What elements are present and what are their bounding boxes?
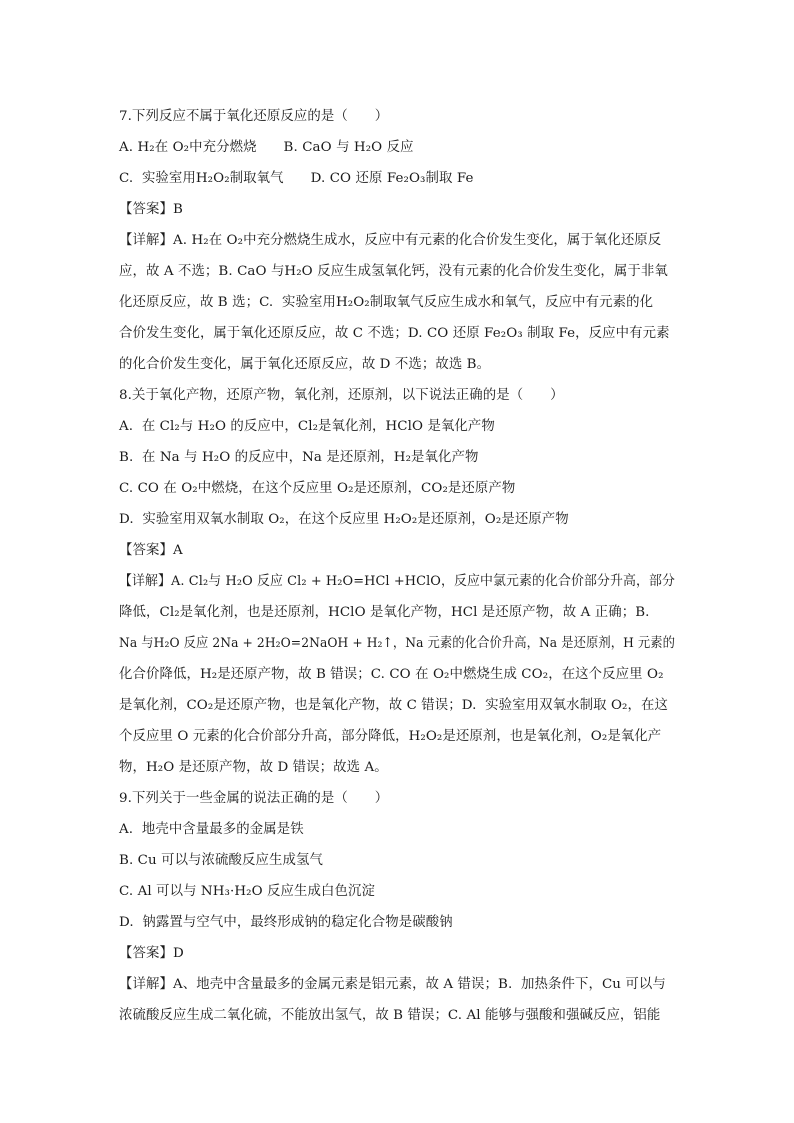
question-9-answer: 【答案】D	[119, 946, 184, 961]
question-7-explanation-line: 【详解】A. H₂在 O₂中充分燃烧生成水，反应中有元素的化合价发生变化，属于氧化还原反	[119, 233, 662, 248]
question-8-explanation-line: 化合价降低，H₂是还原产物，故 B 错误；C. CO 在 O₂中燃烧生成 CO₂，在这个反应里 O₂	[119, 667, 664, 682]
question-8-explanation-line: 【详解】A. Cl₂与 H₂O 反应 Cl₂ + H₂O=HCl +HClO，反应中氯元素的化合价部分升高，部分	[119, 574, 675, 589]
question-8-explanation-line: 降低，Cl₂是氧化剂，也是还原剂，HClO 是氧化产物，HCl 是还原产物，故 A 正确；B.	[119, 605, 650, 620]
question-7-explanation-line: 的化合价发生变化，属于氧化还原反应，故 D 不选；故选 B。	[119, 357, 491, 372]
question-8-stem: 8.关于氧化产物，还原产物，氧化剂，还原剂，以下说法正确的是（ ）	[119, 388, 564, 403]
question-7-explanation-line: 合价发生变化，属于氧化还原反应，故 C 不选；D. CO 还原 Fe₂O₃ 制取 Fe，反应中有元素	[119, 326, 670, 341]
question-7-stem: 7.下列反应不属于氧化还原反应的是（ ）	[119, 109, 389, 124]
question-9-option-d: D. 钠露置与空气中，最终形成钠的稳定化合物是碳酸钠	[119, 915, 453, 930]
question-9-explanation-line: 浓硫酸反应生成二氧化硫，不能放出氢气，故 B 错误；C. Al 能够与强酸和强碱反应，铝能	[119, 1008, 661, 1023]
question-8-answer: 【答案】A	[119, 543, 183, 558]
question-8-explanation-line: Na 与H₂O 反应 2Na + 2H₂O=2NaOH + H₂↑，Na 元素的化合价升高，Na 是还原剂，H 元素的	[119, 636, 676, 651]
question-8-explanation-line: 物，H₂O 是还原产物，故 D 错误；故选 A。	[119, 760, 388, 775]
question-9-option-a: A. 地壳中含量最多的金属是铁	[119, 822, 304, 837]
question-8-option-b: B. 在 Na 与 H₂O 的反应中，Na 是还原剂，H₂是氧化产物	[119, 450, 479, 465]
question-7-explanation-line: 应，故 A 不选；B. CaO 与H₂O 反应生成氢氧化钙，没有元素的化合价发生变化，属于非氧	[119, 264, 668, 279]
question-7-explanation-line: 化还原反应，故 B 选；C. 实验室用H₂O₂制取氧气反应生成水和氧气，反应中有元素的化	[119, 295, 654, 310]
question-9-stem: 9.下列关于一些金属的说法正确的是（ ）	[119, 791, 389, 806]
question-9-option-c: C. Al 可以与 NH₃·H₂O 反应生成白色沉淀	[119, 884, 375, 899]
question-8-option-d: D. 实验室用双氧水制取 O₂，在这个反应里 H₂O₂是还原剂，O₂是还原产物	[119, 512, 569, 527]
question-7-answer: 【答案】B	[119, 202, 183, 217]
question-7-options-ab: A. H₂在 O₂中充分燃烧 B. CaO 与 H₂O 反应	[119, 140, 414, 155]
question-8-explanation-line: 是氧化剂，CO₂是还原产物，也是氧化产物，故 C 错误；D. 实验室用双氧水制取 O₂，在这	[119, 698, 668, 713]
question-8-option-a: A. 在 Cl₂与 H₂O 的反应中，Cl₂是氧化剂，HClO 是氧化产物	[119, 419, 495, 434]
question-8-explanation-line: 个反应里 O 元素的化合价部分升高，部分降低，H₂O₂是还原剂，也是氧化剂，O₂是氧化产	[119, 729, 662, 744]
question-9-option-b: B. Cu 可以与浓硫酸反应生成氢气	[119, 853, 323, 868]
question-7-options-cd: C. 实验室用H₂O₂制取氧气 D. CO 还原 Fe₂O₃制取 Fe	[119, 171, 474, 186]
question-8-option-c: C. CO 在 O₂中燃烧，在这个反应里 O₂是还原剂，CO₂是还原产物	[119, 481, 516, 496]
question-9-explanation-line: 【详解】A、地壳中含量最多的金属元素是铝元素，故 A 错误；B. 加热条件下，Cu 可以与	[119, 977, 666, 992]
